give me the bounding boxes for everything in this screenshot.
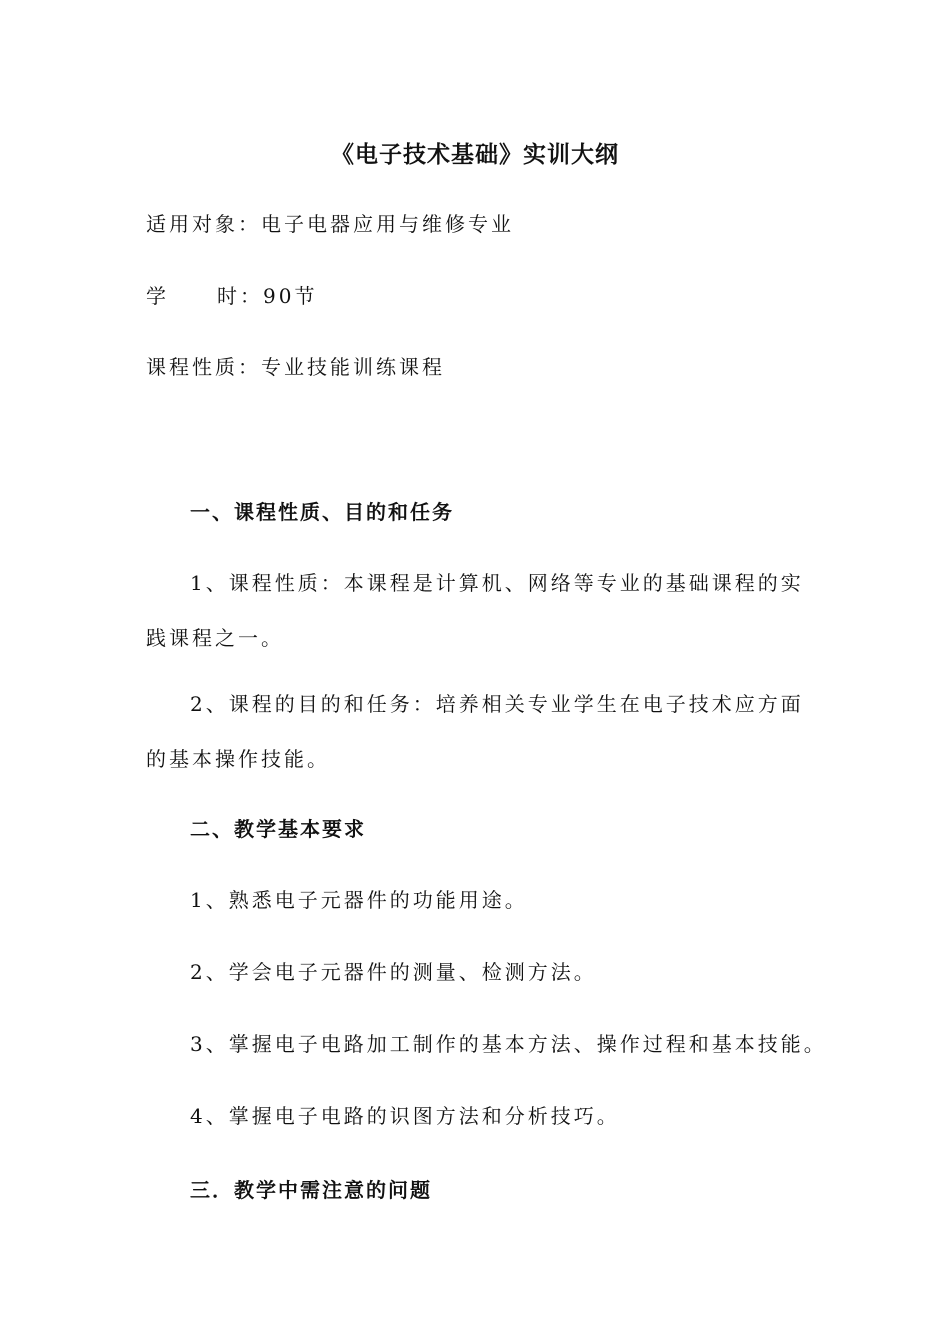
section-1-paragraph-2: 2、课程的目的和任务：培养相关专业学生在电子技术应方面的基本操作技能。 (146, 692, 804, 771)
requirement-item-2: 2、学会电子元器件的测量、检测方法。 (190, 960, 597, 984)
section-heading-1: 一、课程性质、目的和任务 (190, 500, 454, 524)
hours-label-a: 学 (146, 284, 169, 308)
hours-line (146, 282, 317, 310)
document-title: 《电子技术基础》实训大纲 (331, 142, 619, 168)
requirement-item-3: 3、掌握电子电路加工制作的基本方法、操作过程和基本技能。 (190, 1032, 827, 1056)
section-heading-3: 三．教学中需注意的问题 (190, 1178, 432, 1202)
nature-line: 课程性质：专业技能训练课程 (146, 355, 445, 379)
requirement-item-4: 4、掌握电子电路的识图方法和分析技巧。 (190, 1104, 620, 1128)
audience-line: 适用对象：电子电器应用与维修专业 (146, 212, 514, 236)
section-heading-2: 二、教学基本要求 (190, 817, 366, 841)
section-1-paragraph-1: 1、课程性质：本课程是计算机、网络等专业的基础课程的实践课程之一。 (146, 571, 804, 650)
requirement-item-1: 1、熟悉电子元器件的功能用途。 (190, 888, 528, 912)
hours-label-b: 时：90节 (217, 284, 318, 308)
